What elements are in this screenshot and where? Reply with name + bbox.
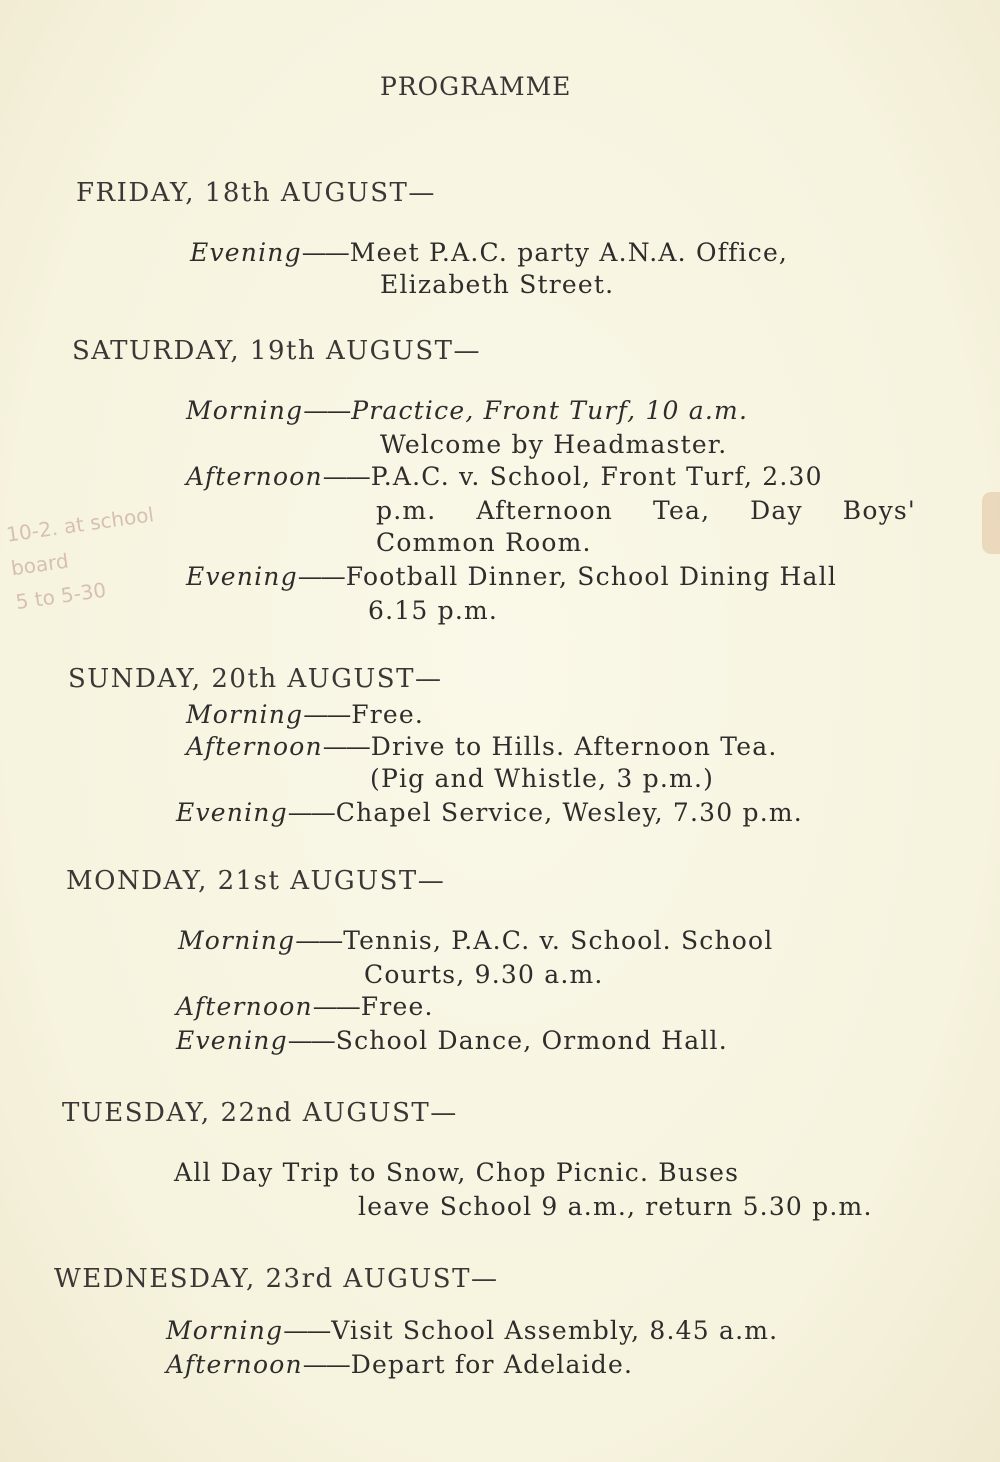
day-heading-sunday: SUNDAY, 20th AUGUST— (68, 664, 443, 694)
entry-text: Football Dinner, School Dining Hall (345, 562, 838, 591)
entry-label: Afternoon —— (166, 1350, 351, 1379)
monday-morning-entry (178, 926, 774, 955)
entry-label: Morning —— (186, 396, 351, 425)
entry-text: Free. (351, 700, 425, 729)
day-heading-saturday: SATURDAY, 19th AUGUST— (72, 336, 481, 366)
entry-label: Afternoon —— (186, 462, 371, 491)
paper-edge-mark (982, 492, 1000, 554)
entry-text: Visit School Assembly, 8.45 a.m. (331, 1316, 779, 1345)
tuesday-continuation: leave School 9 a.m., return 5.30 p.m. (358, 1192, 873, 1221)
sunday-evening-entry (176, 798, 803, 827)
sunday-afternoon-continuation: (Pig and Whistle, 3 p.m.) (370, 764, 715, 793)
wednesday-morning-entry (166, 1316, 778, 1345)
entry-text: Meet P.A.C. party A.N.A. Office, (349, 238, 789, 267)
entry-text: Chapel Service, Wesley, 7.30 p.m. (335, 798, 803, 827)
entry-label: Morning —— (178, 926, 343, 955)
day-heading-tuesday: TUESDAY, 22nd AUGUST— (62, 1098, 458, 1128)
entry-text: Free. (360, 992, 434, 1021)
entry-label: Afternoon —— (186, 732, 371, 761)
monday-evening-entry (176, 1026, 728, 1055)
saturday-evening-entry (186, 562, 837, 591)
entry-text: Practice, Front Turf, 10 a.m. (351, 396, 749, 425)
margin-note-line: 10-2. at school (4, 502, 156, 547)
entry-label: Evening —— (176, 1026, 336, 1055)
entry-label: Afternoon —— (176, 992, 361, 1021)
tuesday-entry: All Day Trip to Snow, Chop Picnic. Buses (174, 1158, 740, 1187)
monday-morning-continuation: Courts, 9.30 a.m. (364, 960, 604, 989)
margin-note-line: 5 to 5-30 (14, 577, 108, 615)
margin-note-line: board (9, 548, 70, 581)
entry-text: School Dance, Ormond Hall. (335, 1026, 728, 1055)
pencil-margin-note (4, 483, 266, 619)
saturday-morning-entry (186, 396, 748, 425)
saturday-afternoon-entry (186, 462, 823, 491)
saturday-afternoon-continuation-1: p.m. Afternoon Tea, Day Boys' (376, 496, 916, 525)
saturday-evening-continuation: 6.15 p.m. (368, 596, 499, 625)
sunday-morning-entry (186, 700, 424, 729)
entry-text: P.A.C. v. School, Front Turf, 2.30 (370, 462, 823, 491)
day-heading-friday: FRIDAY, 18th AUGUST— (76, 178, 436, 208)
entry-label: Evening —— (176, 798, 336, 827)
friday-evening-entry (190, 238, 788, 267)
entry-label: Morning —— (166, 1316, 331, 1345)
saturday-morning-continuation: Welcome by Headmaster. (380, 430, 728, 459)
saturday-afternoon-continuation-2: Common Room. (376, 528, 592, 557)
friday-evening-continuation: Elizabeth Street. (380, 270, 615, 299)
entry-text: Tennis, P.A.C. v. School. School (343, 926, 774, 955)
entry-text: Depart for Adelaide. (350, 1350, 634, 1379)
entry-label: Evening —— (190, 238, 350, 267)
monday-afternoon-entry (176, 992, 434, 1021)
entry-text: Drive to Hills. Afternoon Tea. (370, 732, 778, 761)
sunday-afternoon-entry (186, 732, 777, 761)
day-heading-monday: MONDAY, 21st AUGUST— (66, 866, 446, 896)
entry-label: Evening —— (186, 562, 346, 591)
page-title: PROGRAMME (380, 72, 572, 101)
wednesday-afternoon-entry (166, 1350, 633, 1379)
day-heading-wednesday: WEDNESDAY, 23rd AUGUST— (54, 1264, 499, 1294)
entry-label: Morning —— (186, 700, 351, 729)
